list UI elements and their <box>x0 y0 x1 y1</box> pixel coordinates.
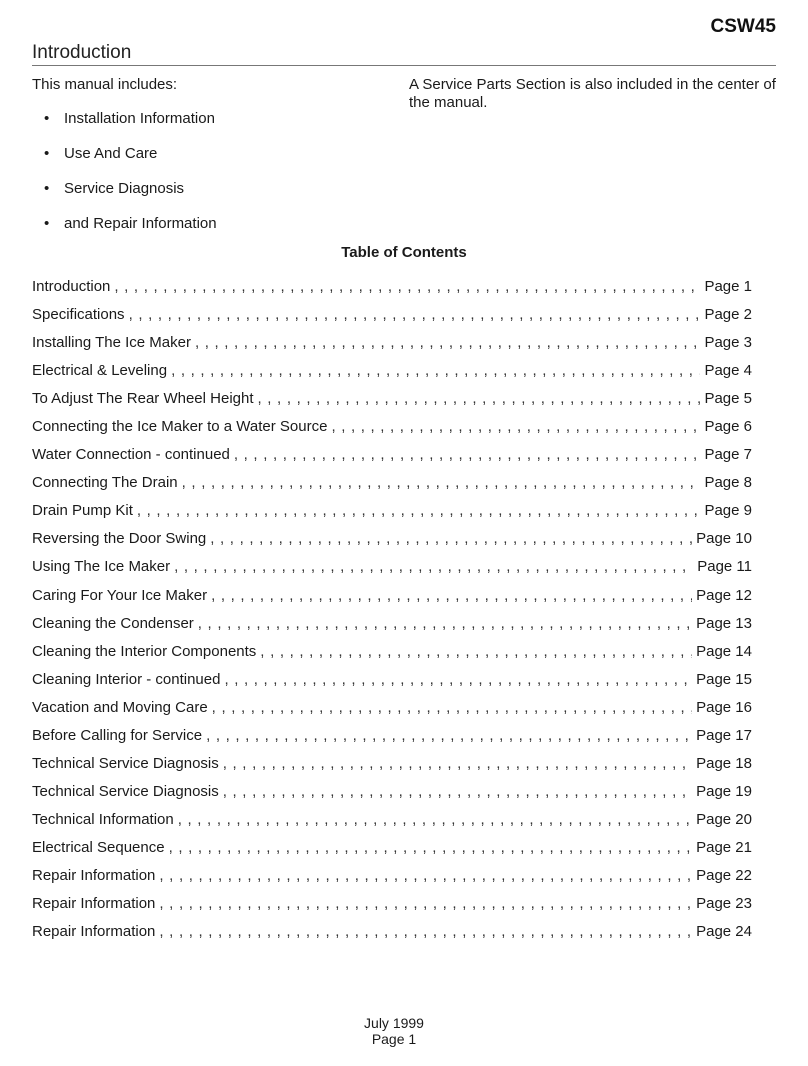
toc-entry[interactable] <box>32 783 752 811</box>
toc-entry-title: Connecting the Ice Maker to a Water Source <box>32 418 328 436</box>
dot-leader <box>198 615 692 633</box>
toc-entry-title: Connecting The Drain <box>32 474 178 492</box>
toc-entry-title: Before Calling for Service <box>32 726 203 744</box>
list-item <box>44 110 217 145</box>
toc-entry[interactable] <box>32 474 752 502</box>
dot-leader <box>129 306 701 324</box>
dot-leader <box>223 783 692 801</box>
toc-entry-title: Water Connection - continued <box>32 446 230 464</box>
dot-leader <box>174 558 693 576</box>
dot-leader <box>258 390 701 408</box>
toc-entry[interactable] <box>32 362 752 390</box>
dot-leader <box>182 474 701 492</box>
toc-entry-page: Page 12 <box>696 586 752 604</box>
toc-entry[interactable] <box>32 390 752 418</box>
table-of-contents <box>32 278 752 951</box>
toc-entry[interactable] <box>32 278 752 306</box>
dot-leader <box>211 587 692 605</box>
list-item-text: Use And Care <box>64 145 158 162</box>
toc-entry-title: Technical Service Diagnosis <box>32 782 219 800</box>
dot-leader <box>212 699 692 717</box>
toc-entry[interactable] <box>32 727 752 755</box>
toc-entry-title: Using The Ice Maker <box>32 558 171 576</box>
bullet-icon: • <box>44 215 50 232</box>
toc-entry-title: Vacation and Moving Care <box>32 698 208 716</box>
toc-entry[interactable] <box>32 811 752 839</box>
toc-entry-title: Installing The Ice Maker <box>32 334 191 352</box>
toc-entry[interactable] <box>32 446 752 474</box>
toc-entry[interactable] <box>32 502 752 530</box>
toc-entry-page: Page 4 <box>704 362 752 380</box>
toc-entry-page: Page 22 <box>696 866 752 884</box>
list-item <box>44 145 217 180</box>
toc-entry[interactable] <box>32 699 752 727</box>
list-item <box>44 180 217 215</box>
footer-date: July 1999 <box>364 1015 424 1031</box>
toc-entry-page: Page 5 <box>704 390 752 408</box>
service-parts-note: A Service Parts Section is also included in the center of the manual. <box>409 76 776 111</box>
dot-leader <box>171 362 700 380</box>
toc-entry[interactable] <box>32 306 752 334</box>
dot-leader <box>224 671 692 689</box>
dot-leader <box>159 867 692 885</box>
list-item-text: Service Diagnosis <box>64 180 185 197</box>
toc-entry-page: Page 19 <box>696 782 752 800</box>
toc-entry-page: Page 23 <box>696 895 752 913</box>
toc-entry-page: Page 8 <box>704 474 752 492</box>
toc-entry-page: Page 2 <box>704 306 752 324</box>
section-title: Introduction <box>32 42 132 63</box>
toc-entry-page: Page 15 <box>696 670 752 688</box>
toc-entry-page: Page 3 <box>704 334 752 352</box>
bullet-icon: • <box>44 145 50 162</box>
toc-entry[interactable] <box>32 558 752 586</box>
bullet-icon: • <box>44 180 50 197</box>
toc-entry[interactable] <box>32 671 752 699</box>
toc-entry-page: Page 1 <box>704 278 752 295</box>
toc-entry[interactable] <box>32 615 752 643</box>
toc-entry[interactable] <box>32 895 752 923</box>
toc-entry[interactable] <box>32 418 752 446</box>
toc-entry[interactable] <box>32 587 752 615</box>
toc-entry-title: Electrical Sequence <box>32 838 165 856</box>
toc-entry-page: Page 24 <box>696 923 752 941</box>
dot-leader <box>223 755 692 773</box>
bullet-icon: • <box>44 110 50 127</box>
dot-leader <box>195 334 700 352</box>
dot-leader <box>159 923 692 941</box>
list-item-text: and Repair Information <box>64 215 217 232</box>
footer-page-number: Page 1 <box>371 1031 417 1047</box>
includes-list <box>44 110 217 250</box>
toc-entry-title: Repair Information <box>32 895 156 913</box>
toc-entry-page: Page 14 <box>696 642 752 660</box>
toc-entry-title: Specifications <box>32 306 125 324</box>
toc-entry-title: Cleaning the Condenser <box>32 614 194 632</box>
dot-leader <box>210 530 692 548</box>
list-item-text: Installation Information <box>64 110 215 127</box>
toc-entry-page: Page 10 <box>696 530 752 548</box>
toc-entry-page: Page 16 <box>696 698 752 716</box>
toc-entry-page: Page 9 <box>704 502 752 520</box>
dot-leader <box>260 643 692 661</box>
dot-leader <box>206 727 692 745</box>
toc-entry-page: Page 21 <box>696 838 752 856</box>
toc-entry[interactable] <box>32 839 752 867</box>
toc-entry-title: Cleaning Interior - continued <box>32 670 221 688</box>
toc-entry-title: Technical Service Diagnosis <box>32 754 219 772</box>
dot-leader <box>178 811 692 829</box>
toc-entry-page: Page 18 <box>696 754 752 772</box>
toc-entry-title: Introduction <box>32 278 111 295</box>
dot-leader <box>159 895 692 913</box>
toc-entry-page: Page 13 <box>696 614 752 632</box>
dot-leader <box>234 446 701 464</box>
toc-entry[interactable] <box>32 530 752 558</box>
dot-leader <box>331 418 700 436</box>
toc-entry-title: Cleaning the Interior Components <box>32 642 257 660</box>
toc-entry[interactable] <box>32 643 752 671</box>
dot-leader <box>137 502 701 520</box>
toc-entry-page: Page 11 <box>697 558 752 576</box>
toc-entry-title: Reversing the Door Swing <box>32 530 207 548</box>
toc-entry-title: To Adjust The Rear Wheel Height <box>32 390 254 408</box>
toc-heading: Table of Contents <box>341 244 467 261</box>
toc-entry-title: Caring For Your Ice Maker <box>32 586 208 604</box>
toc-entry-page: Page 6 <box>704 418 752 436</box>
toc-entry-title: Drain Pump Kit <box>32 502 133 520</box>
toc-entry-title: Repair Information <box>32 923 156 941</box>
toc-entry-title: Repair Information <box>32 866 156 884</box>
page-footer <box>0 1015 788 1047</box>
toc-entry-title: Technical Information <box>32 810 174 828</box>
dot-leader <box>114 278 700 296</box>
toc-entry-title: Electrical & Leveling <box>32 362 168 380</box>
toc-entry[interactable] <box>32 867 752 895</box>
toc-entry[interactable] <box>32 755 752 783</box>
intro-lead-text: This manual includes: <box>32 76 178 93</box>
toc-entry-page: Page 17 <box>696 726 752 744</box>
toc-entry[interactable] <box>32 923 752 951</box>
toc-entry-page: Page 7 <box>704 446 752 464</box>
dot-leader <box>169 839 693 857</box>
title-divider <box>32 65 776 66</box>
model-number: CSW45 <box>710 16 776 37</box>
toc-entry-page: Page 20 <box>696 810 752 828</box>
toc-entry[interactable] <box>32 334 752 362</box>
